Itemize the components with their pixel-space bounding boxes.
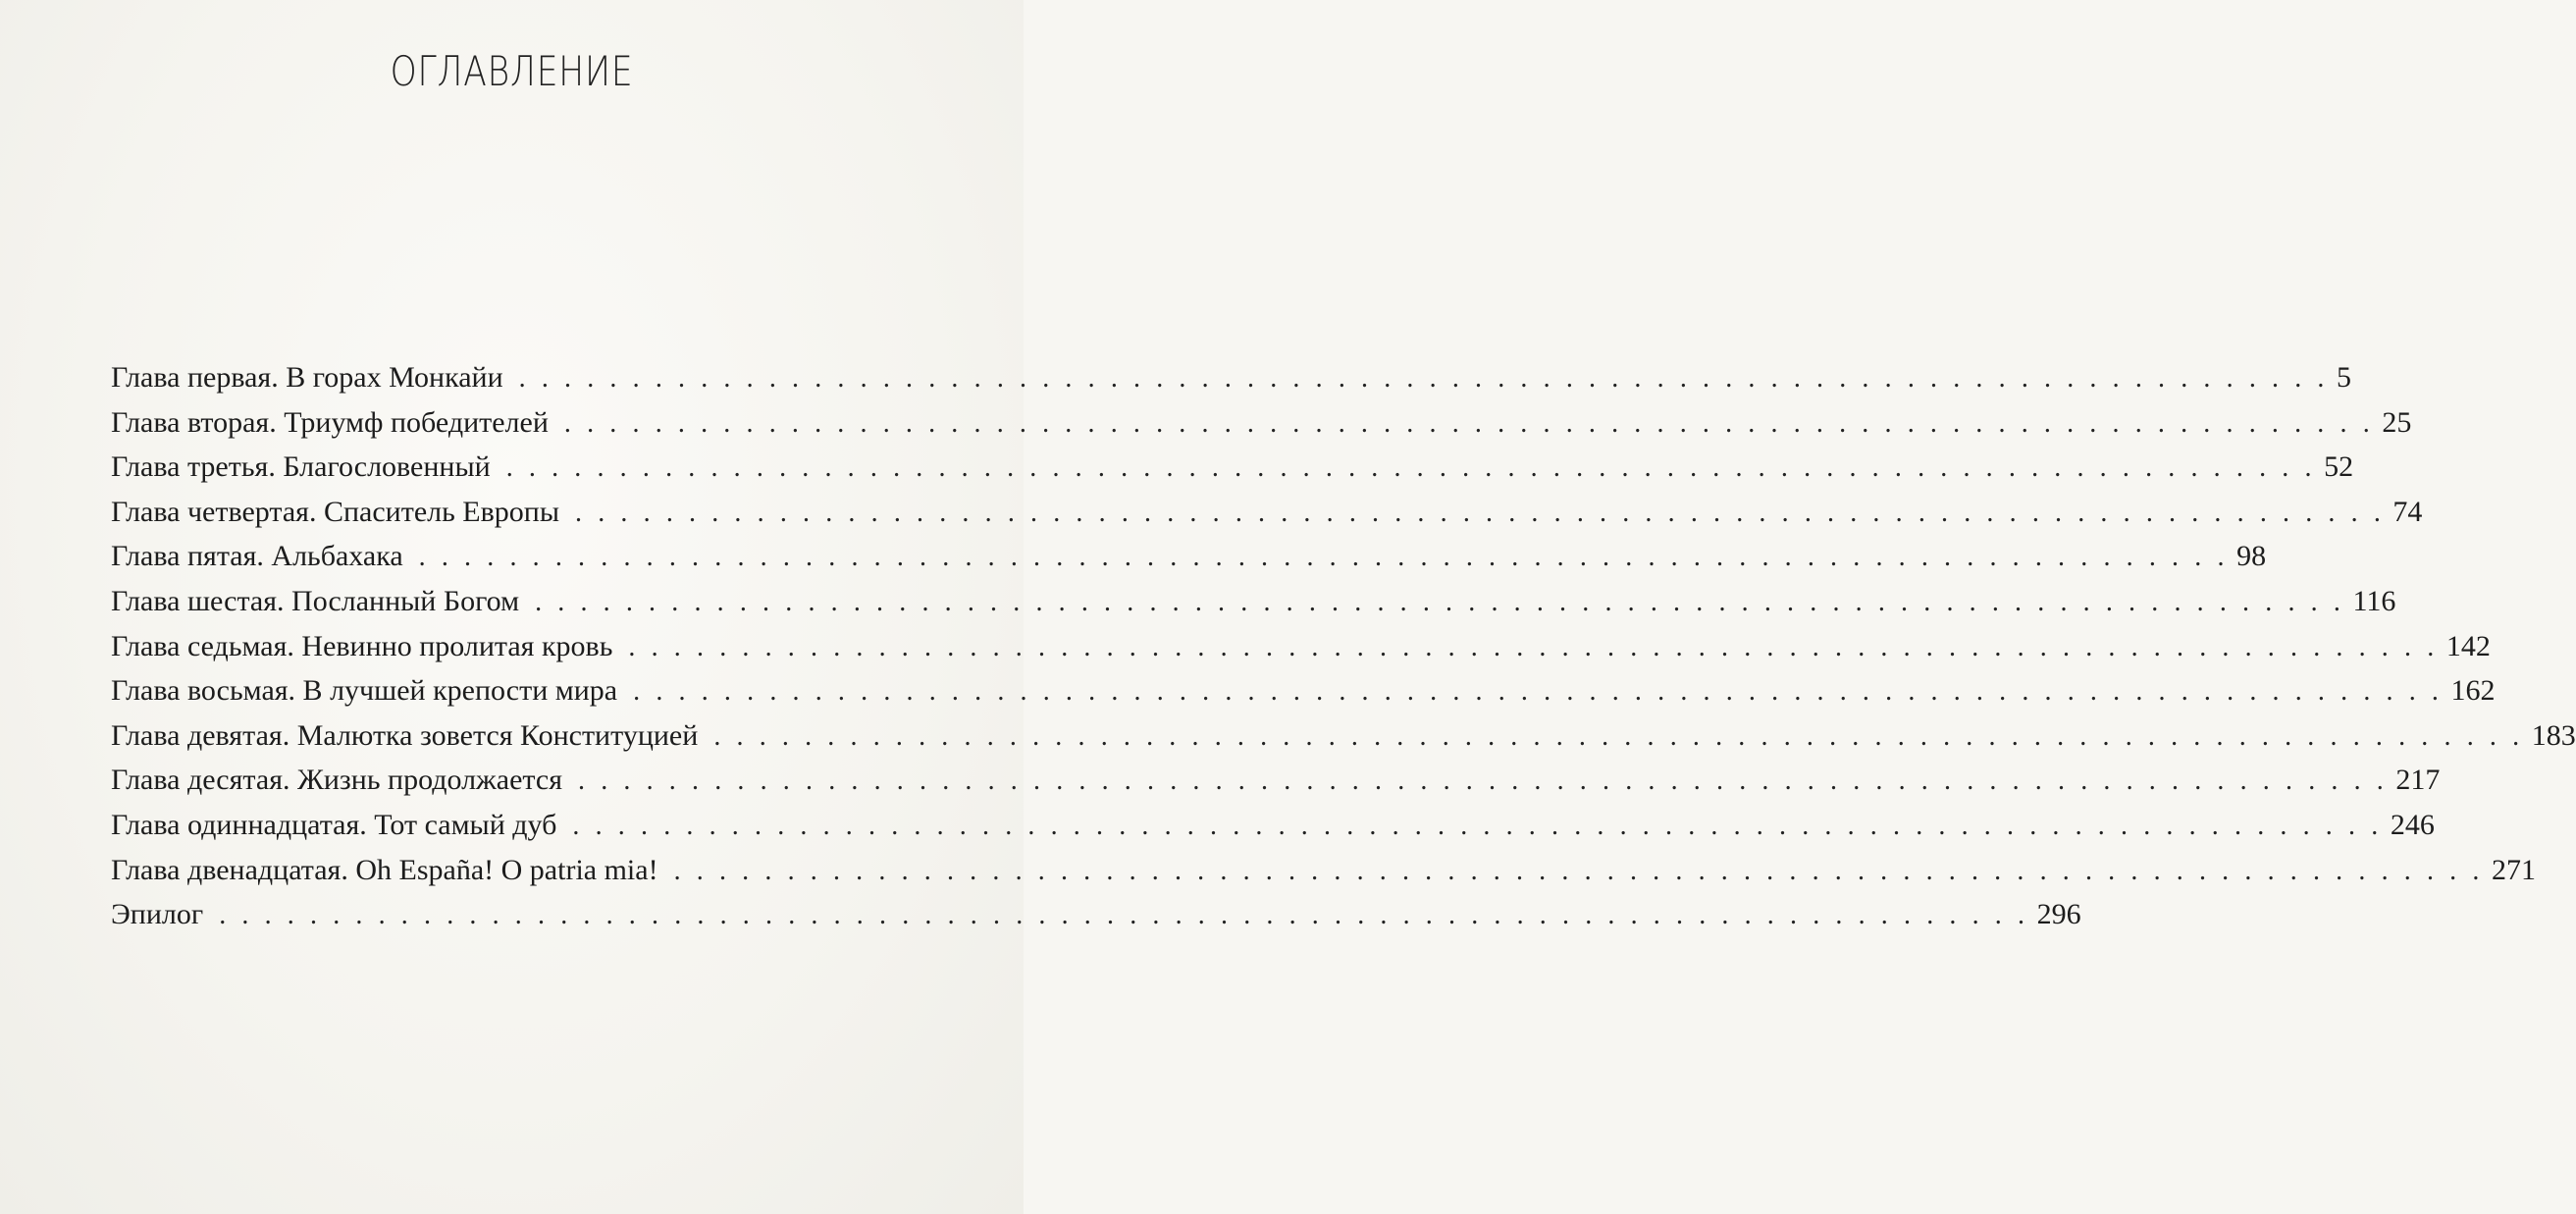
toc-entry[interactable] bbox=[111, 445, 2354, 490]
toc-entry-title: Глава пятая. Альбахака bbox=[111, 540, 403, 573]
toc-leader-dots: . . . . . . . . . . . . . . . . . . . . . . . . . . . . . . . . . . . . . . . . . . . . . . . . . . . . . . . . . . . . . . . . . . . . . . . . . . . . . . . . bbox=[518, 363, 2330, 394]
toc-entry-page-number: 296 bbox=[2036, 898, 2081, 931]
toc-entry[interactable] bbox=[111, 534, 2267, 579]
toc-entry-title: Глава третья. Благословенный bbox=[111, 450, 491, 484]
toc-entry-title: Глава четвертая. Спаситель Европы bbox=[111, 495, 560, 528]
toc-entry-page-number: 25 bbox=[2382, 405, 2412, 439]
toc-entry-page-number: 116 bbox=[2352, 584, 2396, 617]
toc-leader-dots: . . . . . . . . . . . . . . . . . . . . . . . . . . . . . . . . . . . . . . . . . . . . . . . . . . . . . . . . . . . . . . . . . . . . . . . . . . . . . . . . bbox=[673, 855, 2484, 886]
toc-entry[interactable] bbox=[111, 355, 2352, 400]
toc-entry-page-number: 52 bbox=[2324, 450, 2354, 484]
table-of-contents bbox=[111, 355, 2576, 937]
toc-leader-dots: . . . . . . . . . . . . . . . . . . . . . . . . . . . . . . . . . . . . . . . . . . . . . . . . . . . . . . . . . . . . . . . . . . . . . . . . . . . . . . . . bbox=[535, 586, 2345, 617]
toc-entry-page-number: 5 bbox=[2337, 361, 2352, 394]
toc-entry-page-number: 142 bbox=[2445, 629, 2491, 662]
toc-entry[interactable] bbox=[111, 892, 2081, 937]
toc-entry[interactable] bbox=[111, 490, 2423, 535]
toc-leader-dots: . . . . . . . . . . . . . . . . . . . . . . . . . . . . . . . . . . . . . . . . . . . . . . . . . . . . . . . . . . . . . . . . . . . . . . . . . . . . . . . . bbox=[572, 810, 2383, 841]
toc-leader-dots: . . . . . . . . . . . . . . . . . . . . . . . . . . . . . . . . . . . . . . . . . . . . . . . . . . . . . . . . . . . . . . . . . . . . . . . . . . . . . . . . bbox=[418, 542, 2230, 573]
toc-leader-dots: . . . . . . . . . . . . . . . . . . . . . . . . . . . . . . . . . . . . . . . . . . . . . . . . . . . . . . . . . . . . . . . . . . . . . . . . . . . . . . . . bbox=[575, 497, 2386, 528]
toc-leader-dots: . . . . . . . . . . . . . . . . . . . . . . . . . . . . . . . . . . . . . . . . . . . . . . . . . . . . . . . . . . . . . . . . . . . . . . . . . . . . . . . . bbox=[505, 452, 2317, 484]
toc-leader-dots: . . . . . . . . . . . . . . . . . . . . . . . . . . . . . . . . . . . . . . . . . . . . . . . . . . . . . . . . . . . . . . . . . . . . . . . . . . . . . . . . bbox=[633, 676, 2444, 708]
toc-entry-page-number: 74 bbox=[2392, 495, 2423, 528]
toc-entry[interactable] bbox=[111, 848, 2536, 893]
toc-entry-title: Глава седьмая. Невинно пролитая кровь bbox=[111, 629, 613, 662]
toc-entry[interactable] bbox=[111, 803, 2435, 848]
toc-entry-title: Глава шестая. Посланный Богом bbox=[111, 584, 520, 617]
page-title: ОГЛАВЛЕНИЕ bbox=[390, 47, 634, 95]
toc-entry[interactable] bbox=[111, 668, 2496, 713]
toc-entry-title: Глава восьмая. В лучшей крепости мира bbox=[111, 674, 618, 708]
toc-entry[interactable] bbox=[111, 624, 2491, 669]
toc-entry-title: Глава первая. В горах Монкайи bbox=[111, 361, 503, 394]
toc-leader-dots: . . . . . . . . . . . . . . . . . . . . . . . . . . . . . . . . . . . . . . . . . . . . . . . . . . . . . . . . . . . . . . . . . . . . . . . . . . . . . . . . bbox=[219, 900, 2029, 931]
toc-entry[interactable] bbox=[111, 579, 2396, 624]
toc-entry-title: Эпилог bbox=[111, 898, 204, 931]
toc-leader-dots: . . . . . . . . . . . . . . . . . . . . . . . . . . . . . . . . . . . . . . . . . . . . . . . . . . . . . . . . . . . . . . . . . . . . . . . . . . . . . . . . bbox=[563, 407, 2375, 439]
toc-entry-page-number: 98 bbox=[2236, 540, 2267, 573]
toc-entry-title: Глава десятая. Жизнь продолжается bbox=[111, 764, 562, 797]
toc-leader-dots: . . . . . . . . . . . . . . . . . . . . . . . . . . . . . . . . . . . . . . . . . . . . . . . . . . . . . . . . . . . . . . . . . . . . . . . . . . . . . . . . bbox=[628, 631, 2439, 662]
toc-entry[interactable] bbox=[111, 400, 2412, 446]
toc-entry-title: Глава девятая. Малютка зовется Конституцией bbox=[111, 718, 699, 752]
toc-entry-page-number: 271 bbox=[2491, 853, 2536, 886]
toc-entry-title: Глава двенадцатая. Oh España! O patria mia! bbox=[111, 853, 658, 886]
toc-entry-title: Глава вторая. Триумф победителей bbox=[111, 405, 549, 439]
toc-entry-page-number: 162 bbox=[2450, 674, 2496, 708]
toc-leader-dots: . . . . . . . . . . . . . . . . . . . . . . . . . . . . . . . . . . . . . . . . . . . . . . . . . . . . . . . . . . . . . . . . . . . . . . . . . . . . . . . . bbox=[578, 765, 2389, 797]
toc-entry[interactable] bbox=[111, 713, 2576, 759]
toc-leader-dots: . . . . . . . . . . . . . . . . . . . . . . . . . . . . . . . . . . . . . . . . . . . . . . . . . . . . . . . . . . . . . . . . . . . . . . . . . . . . . . . . bbox=[713, 720, 2524, 752]
toc-entry-page-number: 246 bbox=[2390, 808, 2435, 841]
toc-entry-page-number: 183 bbox=[2531, 718, 2576, 752]
toc-entry-page-number: 217 bbox=[2395, 764, 2441, 797]
toc-entry-title: Глава одиннадцатая. Тот самый дуб bbox=[111, 808, 557, 841]
toc-entry[interactable] bbox=[111, 758, 2441, 803]
